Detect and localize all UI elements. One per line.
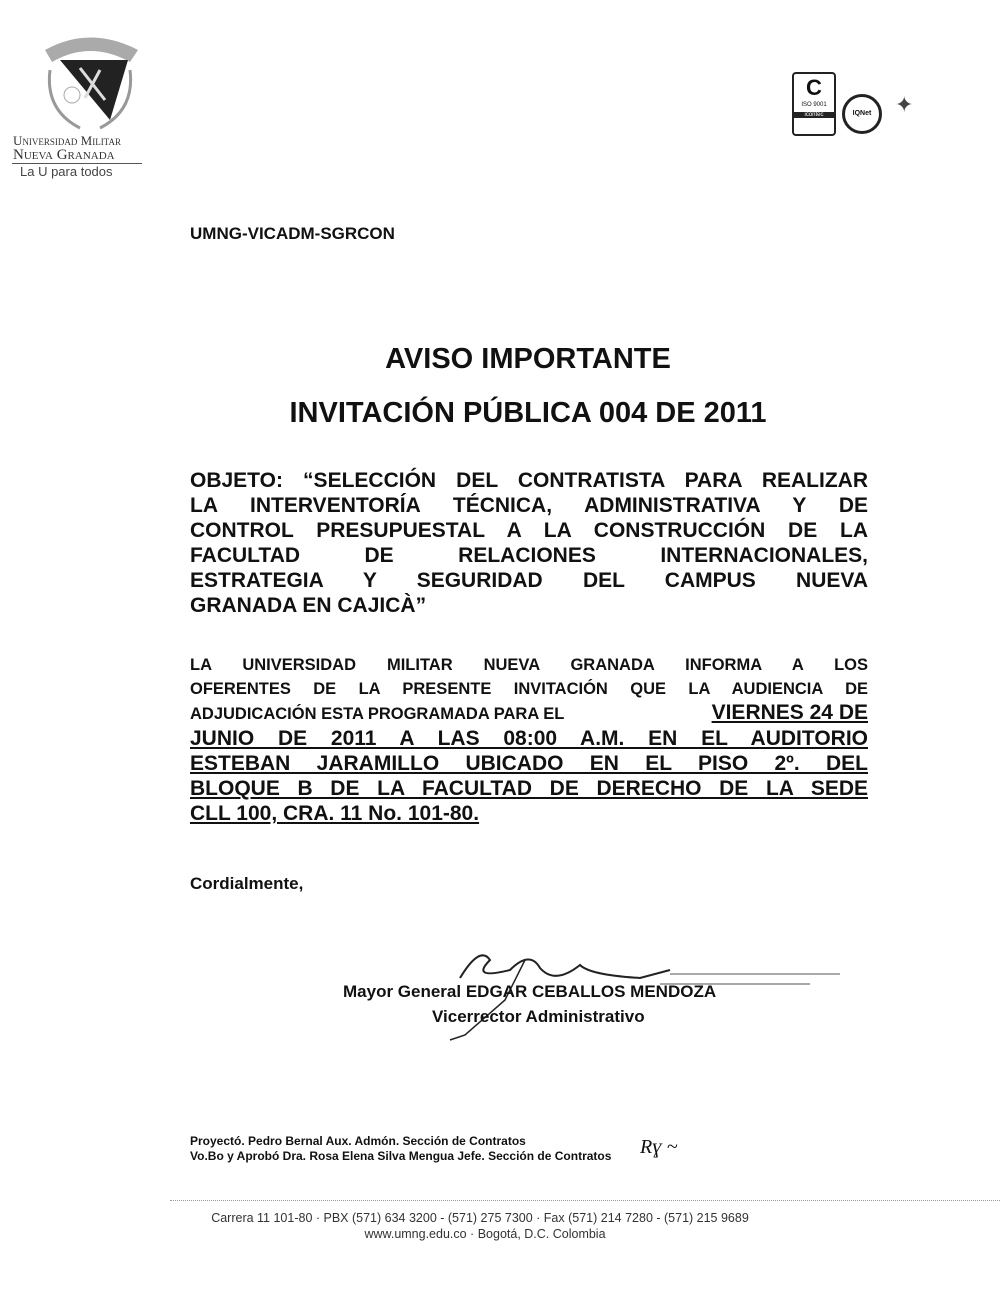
notice-date: VIERNES 24 DE — [711, 701, 868, 724]
footer — [0, 1210, 1000, 1242]
university-name — [13, 134, 121, 162]
university-crest-logo — [30, 20, 150, 135]
university-line2: Nueva Granada — [13, 147, 115, 163]
objeto-line: GRANADA EN CAJICÀ” — [190, 594, 427, 617]
objeto-line: OBJETO: “SELECCIÓN DEL CONTRATISTA PARA REALIZAR — [190, 469, 868, 492]
icontec-label: icontec — [794, 112, 834, 118]
footer-address: Carrera 11 101-80 · PBX (571) 634 3200 - (571) 275 7300 · Fax (571) 214 7280 - (571) 215 9689 — [211, 1211, 749, 1225]
iso-label: ISO 9001 — [801, 102, 827, 108]
signatory-role: Vicerrector Administrativo — [432, 1007, 645, 1026]
iqnet-seal: IQNet — [842, 94, 882, 134]
title: AVISO IMPORTANTE — [385, 343, 671, 375]
objeto-line: ESTRATEGIA Y SEGURIDAD DEL CAMPUS NUEVA — [190, 569, 868, 592]
subtitle: INVITACIÓN PÚBLICA 004 DE 2011 — [289, 397, 767, 429]
notice-line: ADJUDICACIÓN ESTA PROGRAMADA PARA EL — [190, 705, 565, 723]
signatory-name: Mayor General EDGAR CEBALLOS MENDOZA — [343, 982, 717, 1001]
notice-underlined-line: ESTEBAN JARAMILLO UBICADO EN EL PISO 2º. DEL — [190, 752, 868, 775]
footer-divider — [170, 1200, 1000, 1201]
slogan: La U para todos — [20, 164, 113, 179]
objeto-line: LA INTERVENTORÍA TÉCNICA, ADMINISTRATIVA Y DE — [190, 494, 868, 517]
note-line: Vo.Bo y Aprobó Dra. Rosa Elena Silva Mengua Jefe. Sección de Contratos — [190, 1149, 612, 1163]
closing: Cordialmente, — [190, 874, 304, 893]
objeto-line: CONTROL PRESUPUESTAL A LA CONSTRUCCIÓN DE LA — [190, 519, 868, 542]
objeto-paragraph — [190, 468, 868, 618]
footer-web: www.umng.edu.co · Bogotá, D.C. Colombia — [364, 1227, 606, 1241]
notice-address: CLL 100, CRA. 11 No. 101-80. — [190, 802, 480, 825]
notice-paragraph — [190, 653, 868, 826]
initials-signature: Rɣ ~ — [640, 1136, 678, 1158]
icontec-iso-seal: C ISO 9001 icontec — [792, 72, 836, 136]
objeto-line: FACULTAD DE RELACIONES INTERNACIONALES, — [190, 544, 868, 567]
reference-code: UMNG-VICADM-SGRCON — [190, 224, 395, 243]
notice-underlined-line: BLOQUE B DE LA FACULTAD DE DERECHO DE LA SEDE — [190, 777, 868, 800]
approval-notes — [190, 1134, 611, 1164]
notice-line: OFERENTES DE LA PRESENTE INVITACIÓN QUE LA AUDIENCIA DE — [190, 680, 868, 698]
notice-underlined-line: JUNIO DE 2011 A LAS 08:00 A.M. EN EL AUDITORIO — [190, 727, 868, 750]
colombia-map-seal-icon: ✦ — [895, 92, 914, 117]
note-line: Proyectó. Pedro Bernal Aux. Admón. Sección de Contratos — [190, 1134, 526, 1148]
notice-line: LA UNIVERSIDAD MILITAR NUEVA GRANADA INFORMA A LOS — [190, 656, 868, 674]
university-line1: Universidad Militar — [13, 133, 121, 148]
